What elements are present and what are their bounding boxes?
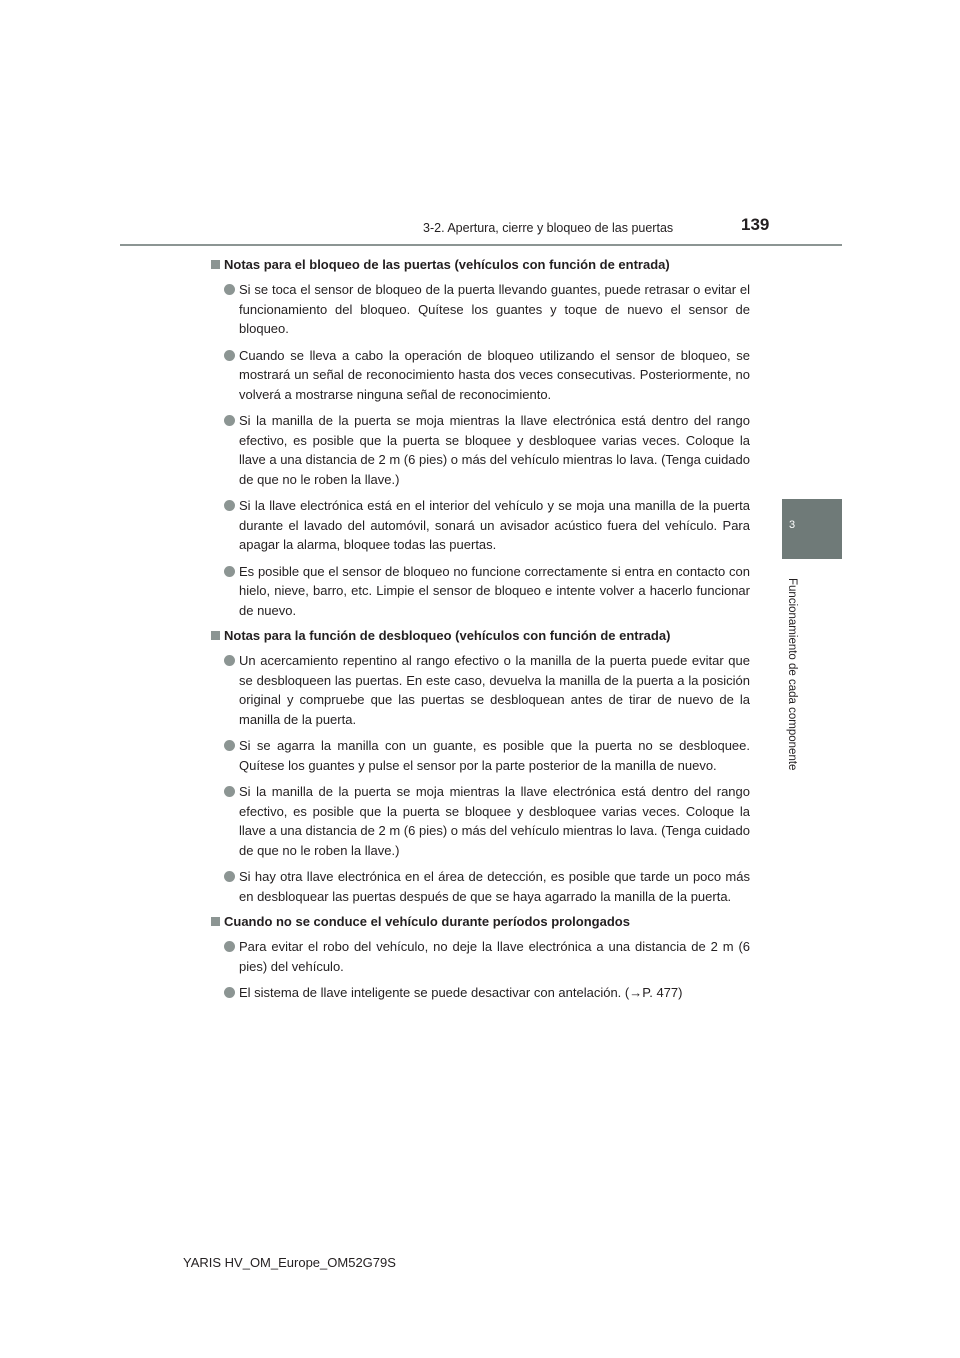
chapter-side-label — [781, 566, 803, 782]
list-item-text: Un acercamiento repentino al rango efectivo o la manilla de la puerta puede evitar que se desbloqueen las puertas. En este caso, devuelva la manilla de la puerta a la posición original y compruebe que las puertas se desbloquean antes de tirar de nuevo de la manilla de la puerta. — [239, 653, 750, 727]
list-item — [210, 411, 750, 489]
list-item-text: Si la manilla de la puerta se moja mientras la llave electrónica está dentro del rango efectivo, es posible que la puerta se bloquee y desbloquee varias veces. Coloque la llave a una distancia de 2 m (6 pies) o más del vehículo mientras lo lava. (Tenga cuidado de que no le roben la llave.) — [239, 784, 750, 858]
list-item — [210, 782, 750, 860]
list-item — [210, 280, 750, 339]
circle-bullet-icon — [224, 500, 235, 511]
square-bullet-icon — [211, 260, 220, 269]
section-heading — [210, 256, 750, 274]
circle-bullet-icon — [224, 786, 235, 797]
square-bullet-icon — [211, 917, 220, 926]
list-item-text: Si la manilla de la puerta se moja mientras la llave electrónica está dentro del rango efectivo, es posible que la puerta se bloquee y desbloquee varias veces. Coloque la llave a una distancia de 2 m (6 pies) o más del vehículo mientras lo lava. (Tenga cuidado de que no le roben la llave.) — [239, 413, 750, 487]
list-item-text: Para evitar el robo del vehículo, no deje la llave electrónica a una distancia de 2 m (6 pies) del vehículo. — [239, 939, 750, 974]
list-item — [210, 983, 750, 1003]
chapter-tab-number: 3 — [788, 519, 796, 531]
list-item-text: Si la llave electrónica está en el interior del vehículo y se moja una manilla de la puerta durante el lavado del automóvil, sonará un avisador acústico fuera del vehículo. Para apagar la alarma, bloquee todas las puertas. — [239, 498, 750, 552]
list-item — [210, 562, 750, 621]
header-divider — [120, 244, 842, 246]
section-long-periods — [210, 913, 750, 1003]
list-item-text: Cuando se lleva a cabo la operación de bloqueo utilizando el sensor de bloqueo, se mostrará un señal de reconocimiento hasta dos veces consecutivas. Posteriormente, no volverá a mostrarse ninguna señal de reconocimiento. — [239, 347, 750, 402]
list-item — [210, 651, 750, 729]
section-heading-text: Notas para el bloqueo de las puertas (vehículos con función de entrada) — [224, 257, 670, 272]
list-item-text: Si se agarra la manilla con un guante, es posible que la puerta no se desbloquee. Quítese los guantes y pulse el sensor por la parte posterior de la manilla de nuevo. — [239, 738, 750, 773]
list-item — [210, 346, 750, 405]
circle-bullet-icon — [224, 566, 235, 577]
circle-bullet-icon — [224, 655, 235, 666]
list-item-text: Si se toca el sensor de bloqueo de la puerta llevando guantes, puede retrasar o evitar el funcionamiento del bloqueo. Quítese los guantes y toque de nuevo el sensor de bloqueo. — [239, 282, 750, 336]
circle-bullet-icon — [224, 740, 235, 751]
section-heading — [210, 913, 750, 931]
list-item — [210, 867, 750, 906]
circle-bullet-icon — [224, 941, 235, 952]
section-heading — [210, 627, 750, 645]
circle-bullet-icon — [224, 415, 235, 426]
section-locking-notes — [210, 256, 750, 620]
page-content — [210, 256, 750, 1010]
circle-bullet-icon — [224, 350, 235, 361]
running-header-section: 3-2. Apertura, cierre y bloqueo de las puertas — [423, 221, 674, 235]
list-item — [210, 496, 750, 555]
section-heading-text: Notas para la función de desbloqueo (vehículos con función de entrada) — [224, 628, 671, 643]
list-item-text: Si hay otra llave electrónica en el área de detección, es posible que tarde un poco más en desbloquear las puertas después de que se haya agarrado la manilla de la puerta. — [239, 869, 750, 904]
circle-bullet-icon — [224, 987, 235, 998]
list-item — [210, 937, 750, 976]
chapter-side-label-text: Funcionamiento de cada componente — [786, 577, 798, 771]
section-heading-text: Cuando no se conduce el vehículo durante períodos prolongados — [224, 914, 630, 929]
document-footer: YARIS HV_OM_Europe_OM52G79S — [183, 1255, 396, 1270]
page-number: 139 — [741, 215, 770, 234]
section-unlocking-notes — [210, 627, 750, 906]
square-bullet-icon — [211, 631, 220, 640]
circle-bullet-icon — [224, 871, 235, 882]
circle-bullet-icon — [224, 284, 235, 295]
list-item — [210, 736, 750, 775]
list-item-text: El sistema de llave inteligente se puede desactivar con antelación. (→P. 477) — [239, 985, 683, 1000]
list-item-text: Es posible que el sensor de bloqueo no funcione correctamente si entra en contacto con hielo, nieve, barro, etc. Limpie el sensor de bloqueo e intente volver a hacerlo funcionar de nuevo. — [239, 563, 750, 618]
